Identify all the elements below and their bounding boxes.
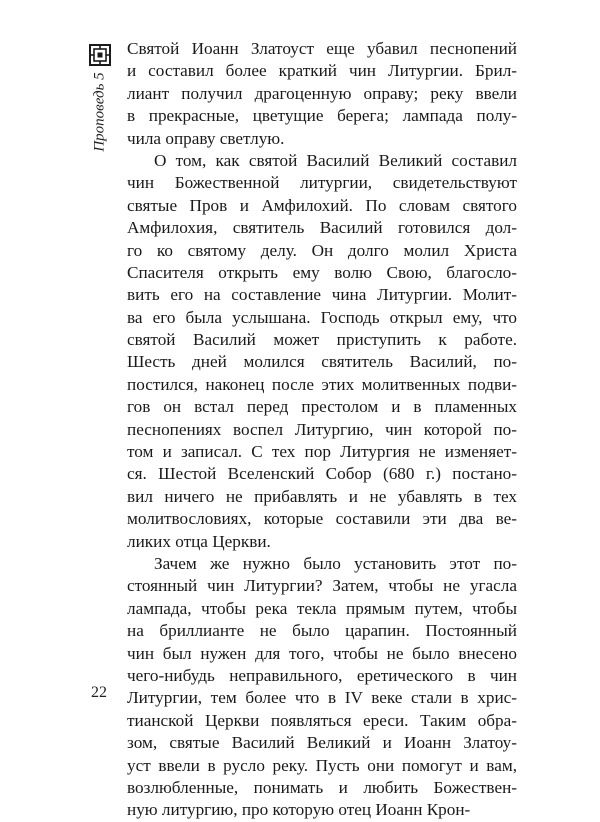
text-line: зом, святые Василий Великий и Иоанн Златоу- [127, 733, 517, 753]
page-number: 22 [91, 684, 107, 701]
text-line: Амфилохия, святитель Василий готовился дол- [127, 218, 517, 238]
square-knot-ornament-icon [89, 44, 111, 66]
text-line: Спасителя открыть ему волю Свою, благосло- [127, 262, 517, 282]
text-line: гов он встал перед престолом и в пламенных [127, 397, 517, 417]
text-line: святые Пров и Амфилохий. По словам святого [127, 195, 517, 215]
text-line: чего-нибудь неправильного, еретического в чин [127, 665, 517, 685]
text-line: песнопениях воспел Литургию, чин которой по- [127, 419, 517, 439]
text-line: Зачем же нужно было установить этот по- [154, 553, 517, 573]
text-line: на бриллианте не было царапин. Постоянный [127, 621, 517, 641]
text-line: том и записал. С тех пор Литургия не изменяет- [127, 442, 517, 462]
text-line: Литургии, тем более что в IV веке стали в хрис- [127, 688, 517, 708]
text-line: вил ничего не прибавлять и не убавлять в тех [127, 486, 517, 506]
text-line: лиант получил драгоценную оправу; реку ввели [127, 83, 517, 103]
paragraph [127, 38, 517, 150]
text-line: чин Божественной литургии, свидетельствуют [127, 173, 517, 193]
paragraph [127, 553, 517, 822]
text-line: Святой Иоанн Златоуст еще убавил песнопений [127, 39, 517, 58]
text-line: ликих отца Церкви. [127, 531, 271, 551]
text-line: тианской Церкви появляться ереси. Таким обра- [127, 710, 517, 730]
text-line: вить его на составление чина Литургии. Молит- [127, 285, 517, 305]
paragraph [127, 150, 517, 553]
text-line: ва его была услышана. Господь открыл ему, что [127, 307, 517, 327]
running-head: Проповедь 5 [91, 72, 108, 152]
text-line: и составил более краткий чин Литургии. Брил- [127, 61, 517, 81]
text-line: уст ввели в русло реку. Пусть они помогут и вам, [127, 755, 517, 775]
text-line: ся. Шестой Вселенский Собор (680 г.) постано- [127, 464, 517, 484]
text-line: стоянный чин Литургии? Затем, чтобы не угасла [127, 576, 517, 596]
text-line: чин был нужен для того, чтобы не было внесено [127, 643, 517, 663]
text-line: постился, наконец после этих молитвенных подви- [127, 374, 517, 394]
body-text [127, 38, 517, 822]
text-line: О том, как святой Василий Великий составил [154, 150, 517, 170]
text-line: чила оправу светлую. [127, 128, 285, 148]
text-line: возлюбленные, понимать и любить Божествен- [127, 777, 517, 797]
text-line: святой Василий может приступить к работе. [127, 330, 517, 350]
text-line: молитвословиях, которые составили эти два ве- [127, 509, 517, 529]
text-line: го ко святому делу. Он долго молил Христа [127, 240, 517, 260]
text-line: Шесть дней молился святитель Василий, по- [127, 352, 517, 372]
text-line: ную литургию, про которую отец Иоанн Крон- [127, 800, 471, 820]
text-line: лампада, чтобы река текла прямым путем, чтобы [127, 598, 517, 618]
text-line: в прекрасные, цветущие берега; лампада полу- [127, 106, 517, 126]
